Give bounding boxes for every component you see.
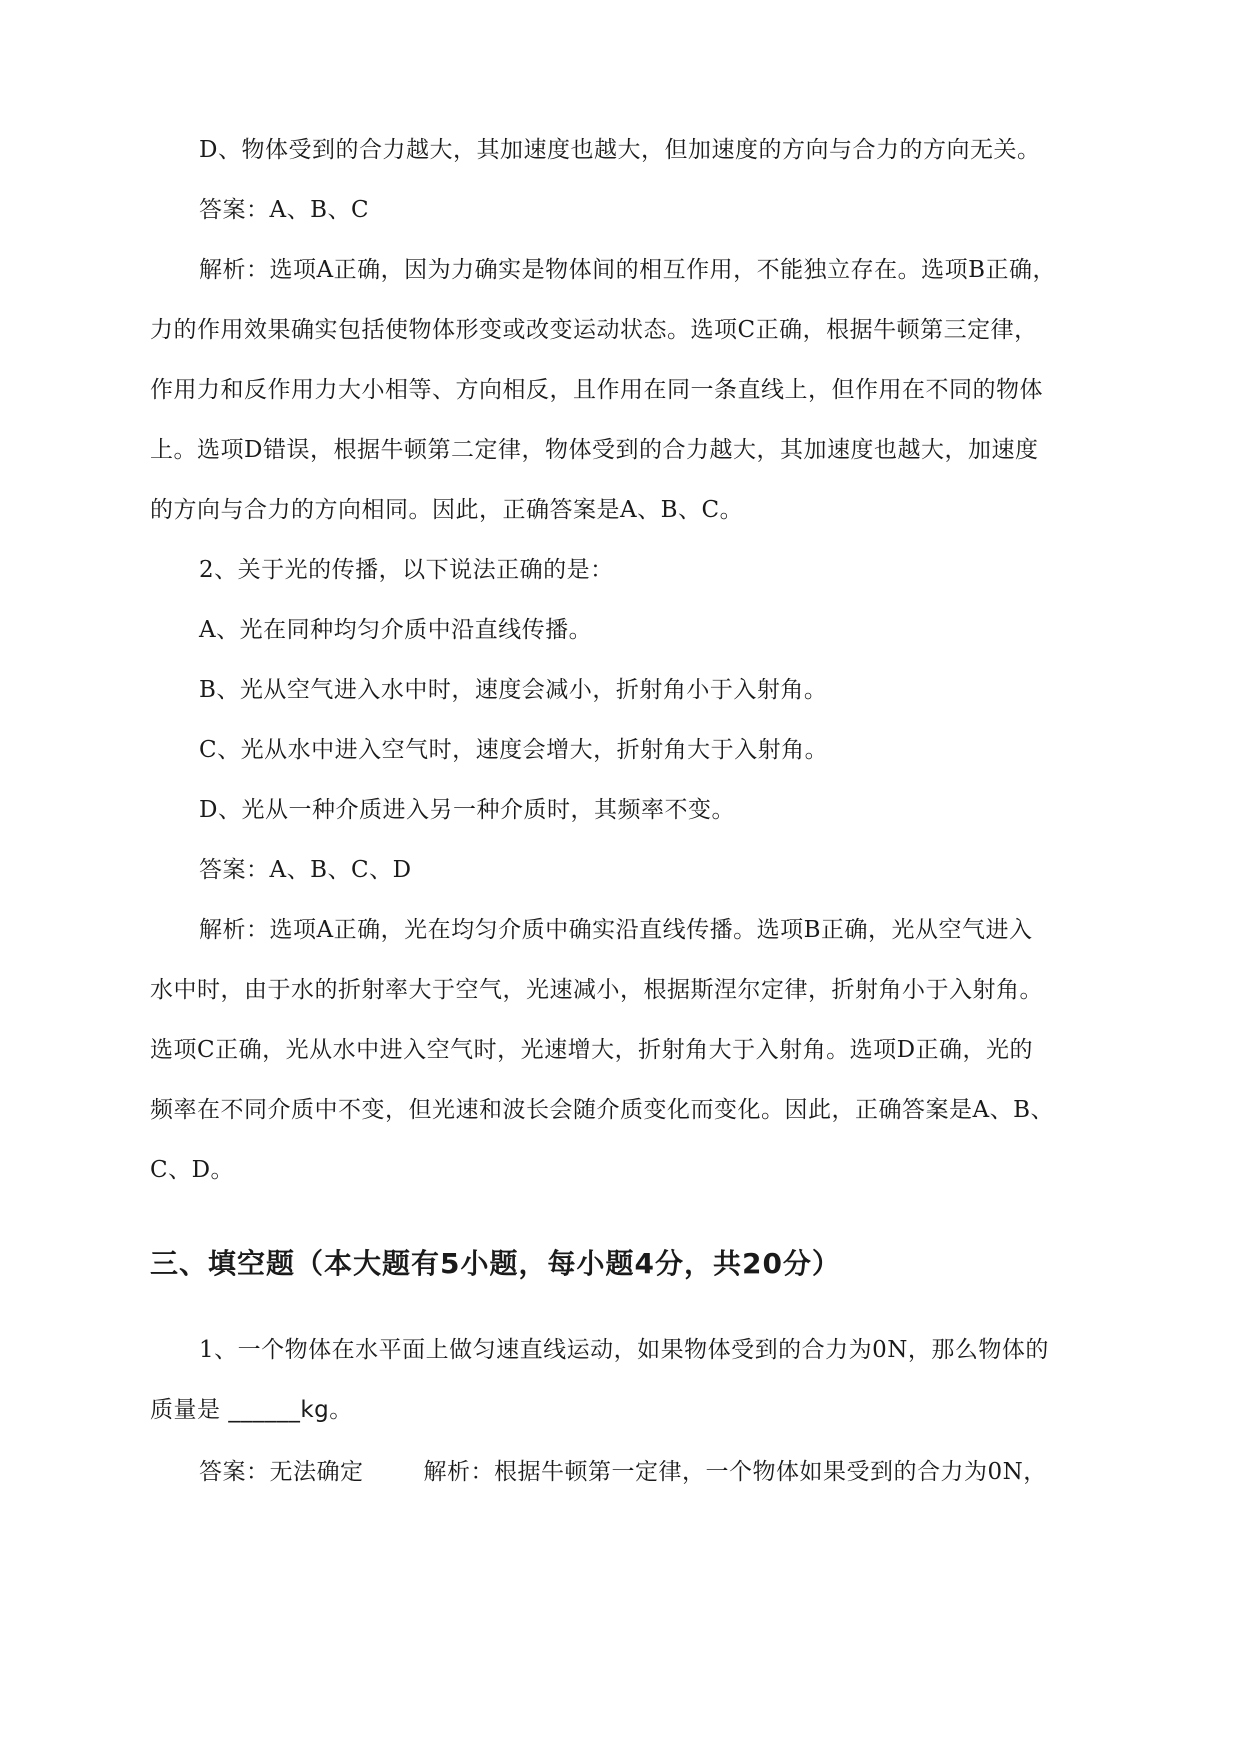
q1-explanation-line-1: 解析：选项A正确，因为力确实是物体间的相互作用，不能独立存在。选项B正确， bbox=[199, 257, 1057, 283]
s3-q1-line-1: 1、一个物体在水平面上做匀速直线运动，如果物体受到的合力为0N，那么物体的 bbox=[199, 1337, 1049, 1363]
s3-q1-answer-line bbox=[199, 1456, 1047, 1488]
q2-explanation-line-2: 水中时，由于水的折射率大于空气，光速减小，根据斯涅尔定律，折射角小于入射角。 bbox=[150, 977, 1043, 1003]
q1-explanation-line-5: 的方向与合力的方向相同。因此，正确答案是A、B、C。 bbox=[150, 497, 744, 523]
q1-answer: 答案：A、B、C bbox=[199, 197, 370, 223]
s3-q1-blank: ______kg。 bbox=[228, 1397, 353, 1423]
q2-explanation-line-4: 频率在不同介质中不变，但光速和波长会随介质变化而变化。因此，正确答案是A、B、 bbox=[150, 1097, 1055, 1123]
q2-option-b: B、光从空气进入水中时，速度会减小，折射角小于入射角。 bbox=[199, 677, 828, 703]
q2-answer: 答案：A、B、C、D bbox=[199, 857, 412, 883]
q2-explanation-line-1: 解析：选项A正确，光在均匀介质中确实沿直线传播。选项B正确，光从空气进入 bbox=[199, 917, 1033, 943]
s3-q1-prefix: 质量是 bbox=[150, 1397, 229, 1423]
q1-explanation-line-4: 上。选项D错误，根据牛顿第二定律，物体受到的合力越大，其加速度也越大，加速度 bbox=[150, 437, 1039, 463]
q1-explanation-line-2: 力的作用效果确实包括使物体形变或改变运动状态。选项C正确，根据牛顿第三定律， bbox=[150, 317, 1038, 343]
s3-q1-explanation: 解析：根据牛顿第一定律，一个物体如果受到的合力为0N， bbox=[423, 1459, 1047, 1485]
q2-option-d: D、光从一种介质进入另一种介质时，其频率不变。 bbox=[199, 797, 735, 823]
s3-q1-answer: 答案：无法确定 bbox=[199, 1459, 364, 1485]
q1-explanation-line-3: 作用力和反作用力大小相等、方向相反，且作用在同一条直线上，但作用在不同的物体 bbox=[150, 377, 1043, 403]
section-3-heading: 三、填空题（本大题有5小题，每小题4分，共20分） bbox=[150, 1247, 841, 1280]
q2-stem: 2、关于光的传播，以下说法正确的是： bbox=[199, 557, 614, 583]
q2-option-a: A、光在同种均匀介质中沿直线传播。 bbox=[199, 617, 593, 643]
q2-explanation-line-3: 选项C正确，光从水中进入空气时，光速增大，折射角大于入射角。选项D正确，光的 bbox=[150, 1037, 1034, 1063]
q2-option-c: C、光从水中进入空气时，速度会增大，折射角大于入射角。 bbox=[199, 737, 829, 763]
q1-option-d: D、物体受到的合力越大，其加速度也越大，但加速度的方向与合力的方向无关。 bbox=[199, 137, 1041, 163]
s3-q1-line-2 bbox=[150, 1394, 353, 1426]
q2-explanation-line-5: C、D。 bbox=[150, 1157, 235, 1183]
